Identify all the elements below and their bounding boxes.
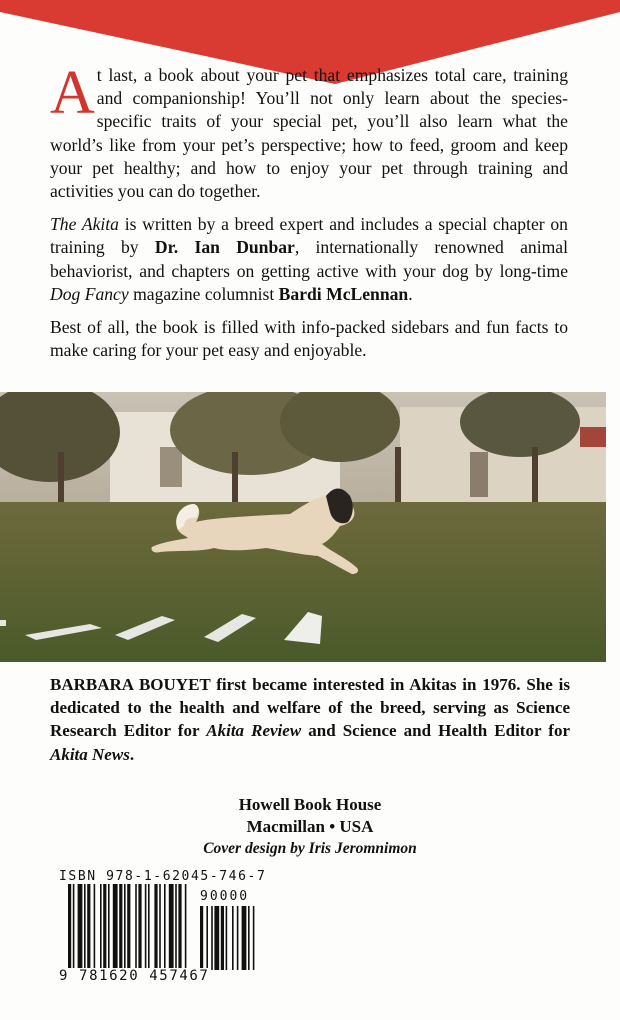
publisher-location: Macmillan • USA	[246, 817, 374, 836]
barcode-bar	[145, 884, 147, 970]
barcode-bar	[87, 884, 90, 970]
drop-cap: A	[50, 59, 95, 127]
barcode-bar	[169, 884, 174, 970]
addon-bar	[242, 906, 247, 970]
book-title: The Akita	[50, 214, 119, 235]
barcode-bar	[148, 884, 150, 970]
author-bio-text-c: .	[129, 744, 135, 764]
barcode-bar	[73, 884, 75, 970]
barcode-bar	[127, 884, 130, 970]
barcode-bar	[108, 884, 110, 970]
akita-jumping-photo	[0, 392, 606, 662]
photo-illustration	[0, 392, 606, 662]
addon-bar	[237, 906, 239, 970]
author-bio-text-b: and Science and Health Editor for	[301, 721, 570, 741]
addon-bar	[200, 906, 203, 970]
addon-bar	[226, 906, 228, 970]
blurb-p2-text-a: is written by a breed expert and includes a special chapter on training by	[50, 214, 568, 258]
columnist-name: Bardi McLennan	[278, 283, 409, 304]
magazine-name: Dog Fancy	[50, 283, 129, 304]
barcode-bar	[135, 884, 137, 970]
blurb-p2-text-c: magazine columnist	[128, 283, 279, 304]
addon-bar	[232, 906, 234, 970]
isbn-label: ISBN 978-1-62045-746-7	[59, 869, 267, 884]
barcode-bar	[175, 884, 177, 970]
barcode-bar	[68, 884, 71, 970]
expert-name: Dr. Ian Dunbar	[154, 237, 295, 258]
author-bio-text-a: BARBARA BOUYET first became interested in Akitas in 1976. She is dedicated to the health and welfare of the breed, serving as Science Research Editor for	[50, 675, 570, 741]
blurb-paragraph-1	[50, 59, 568, 203]
publisher-name: Howell Book House	[238, 795, 382, 814]
barcode-bar	[78, 884, 83, 970]
barcode-bar	[164, 884, 166, 970]
barcode-bar	[185, 884, 187, 970]
barcode-bar	[94, 884, 96, 970]
ean-digits: 9 781620 457467	[59, 968, 210, 984]
barcode-bar	[113, 884, 118, 970]
barcode-bar	[138, 884, 141, 970]
back-cover-blurb	[50, 59, 568, 372]
publication-akita-review: Akita Review	[206, 721, 302, 741]
author-bio	[50, 673, 570, 766]
blurb-p2-end: .	[408, 283, 413, 304]
addon-bar	[214, 906, 219, 970]
barcode-bar	[154, 884, 157, 970]
barcode-bar	[103, 884, 106, 970]
barcode-bar	[100, 884, 102, 970]
addon-bar	[248, 906, 250, 970]
blurb-paragraph-2	[50, 213, 568, 306]
addon-bar	[206, 906, 208, 970]
addon-bar	[253, 906, 255, 970]
blurb-p2-text-b: , internationally renowned animal behaviorist, and chapters on getting active with your dog by long-time	[50, 237, 568, 281]
cover-design-credit: Cover design by Iris Jeromnimon	[203, 840, 417, 857]
barcode-bar	[124, 884, 126, 970]
barcode-addon-number: 90000	[200, 889, 250, 904]
addon-bar	[211, 906, 213, 970]
addon-bar	[221, 906, 224, 970]
blurb-paragraph-3: Best of all, the book is filled with info-packed sidebars and fun facts to make caring for your pet easy and enjoyable.	[50, 317, 568, 361]
publication-akita-news: Akita News	[50, 744, 130, 764]
barcode-bar	[178, 884, 181, 970]
barcode-bar	[119, 884, 122, 970]
blurb-p1-text: t last, a book about your pet that emphasizes total care, training and companionship! You’ll not only learn about the species-specific traits of your special pet, you’ll also learn what the world’s like from your pet’s perspective; how to feed, groom and keep your pet healthy; and how to enjoy your pet through training and activities you can do together.	[50, 65, 568, 202]
barcode-bar	[159, 884, 161, 970]
publisher-block	[0, 794, 620, 860]
barcode-bar	[84, 884, 86, 970]
